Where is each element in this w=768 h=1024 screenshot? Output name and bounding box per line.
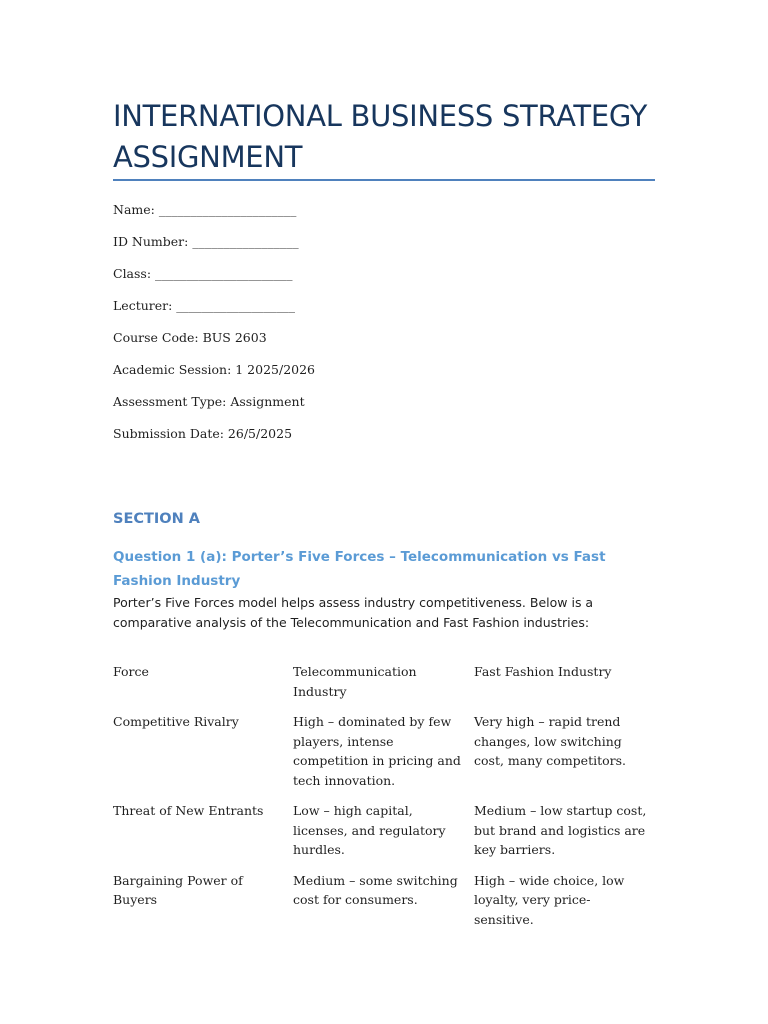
id-number-field: ID Number: _________________ <box>113 234 299 249</box>
intro-paragraph: Porter’s Five Forces model helps assess industry competitiveness. Below is a comparative analysis of the Telecommunication and Fast Fashion industries: <box>113 595 594 630</box>
header-telecommunication: Telecommunication Industry <box>293 664 417 699</box>
telecommunication-cell: Low – high capital, licenses, and regulatory hurdles. <box>293 803 446 857</box>
force-cell: Threat of New Entrants <box>113 803 264 818</box>
table-row <box>113 801 655 871</box>
fast-fashion-cell: Medium – low startup cost, but brand and logistics are key barriers. <box>474 803 647 857</box>
name-field: Name: ______________________ <box>113 202 297 217</box>
document-title: INTERNATIONAL BUSINESS STRATEGY ASSIGNMENT <box>113 99 648 174</box>
course-code: Course Code: BUS 2603 <box>113 330 267 345</box>
section-heading: SECTION A <box>113 511 201 527</box>
table-header-row <box>113 662 655 712</box>
telecommunication-cell: Medium – some switching cost for consumers. <box>293 872 458 907</box>
fast-fashion-cell: Very high – rapid trend changes, low switching cost, many competitors. <box>474 714 627 768</box>
table-row <box>113 871 655 941</box>
fast-fashion-cell: High – wide choice, low loyalty, very price-sensitive. <box>474 872 625 927</box>
table-row <box>113 712 655 801</box>
title-underline <box>113 179 655 181</box>
force-cell: Competitive Rivalry <box>113 714 239 729</box>
question-heading: Question 1 (a): Porter’s Five Forces – Telecommunication vs Fast Fashion Industry <box>113 549 606 589</box>
telecommunication-cell: High – dominated by few players, intense competition in pricing and tech innovation. <box>293 714 461 788</box>
force-cell: Bargaining Power of Buyers <box>113 872 243 907</box>
header-fast-fashion: Fast Fashion Industry <box>474 664 612 679</box>
academic-session: Academic Session: 1 2025/2026 <box>113 362 316 377</box>
header-force: Force <box>113 664 149 679</box>
assessment-type: Assessment Type: Assignment <box>113 394 305 409</box>
lecturer-field: Lecturer: ___________________ <box>113 298 296 313</box>
submission-date: Submission Date: 26/5/2025 <box>113 426 293 441</box>
class-field: Class: ______________________ <box>113 266 293 281</box>
five-forces-table <box>113 662 655 940</box>
